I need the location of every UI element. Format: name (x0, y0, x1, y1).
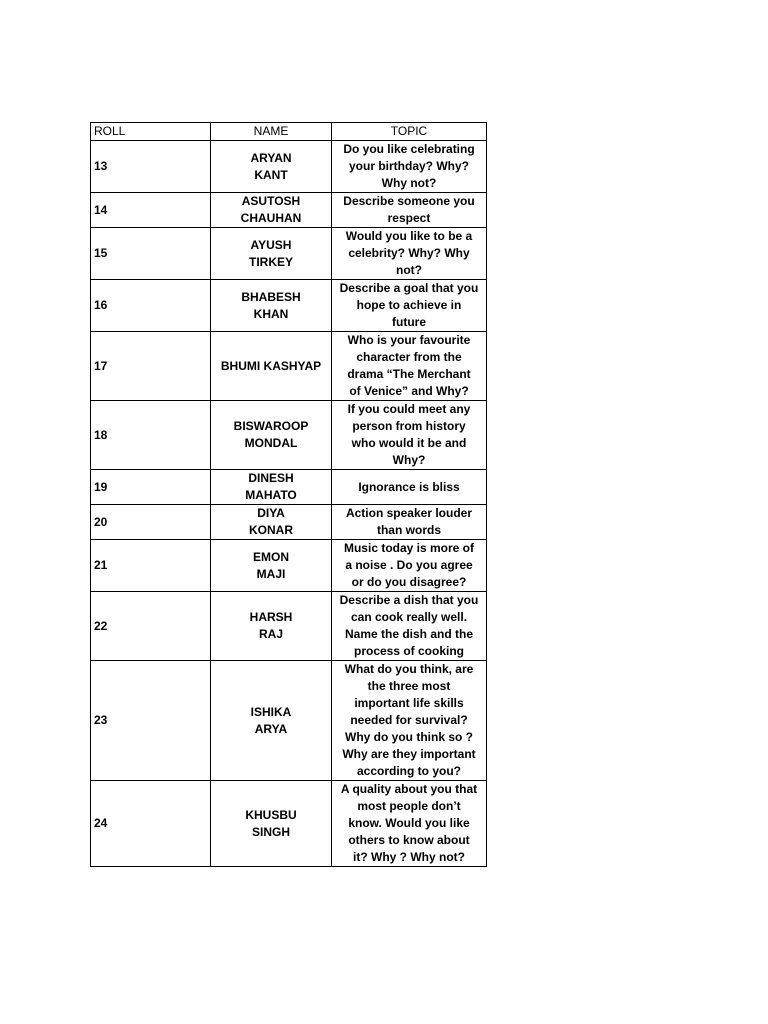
table-header-row (91, 123, 487, 141)
name-cell: BHABESH KHAN (211, 280, 332, 332)
table-row (91, 781, 487, 867)
name-cell: KHUSBU SINGH (211, 781, 332, 867)
roll-cell: 14 (91, 193, 211, 228)
topic-cell: Music today is more of a noise . Do you agree or do you disagree? (332, 540, 487, 592)
table-row (91, 332, 487, 401)
name-cell: DINESH MAHATO (211, 470, 332, 505)
table-body (91, 141, 487, 867)
table-row (91, 401, 487, 470)
topic-cell: Describe a dish that you can cook really well. Name the dish and the process of cooking (332, 592, 487, 661)
header-name: NAME (211, 123, 332, 141)
table-row (91, 505, 487, 540)
name-cell: BISWAROOP MONDAL (211, 401, 332, 470)
topic-cell: Would you like to be a celebrity? Why? Why not? (332, 228, 487, 280)
name-cell: ISHIKA ARYA (211, 661, 332, 781)
header-roll: ROLL (91, 123, 211, 141)
name-cell: AYUSH TIRKEY (211, 228, 332, 280)
table-row (91, 141, 487, 193)
roll-cell: 18 (91, 401, 211, 470)
table-row (91, 193, 487, 228)
roll-cell: 22 (91, 592, 211, 661)
table-row (91, 592, 487, 661)
name-cell: ARYAN KANT (211, 141, 332, 193)
name-cell: DIYA KONAR (211, 505, 332, 540)
topic-cell: Action speaker louder than words (332, 505, 487, 540)
roll-cell: 24 (91, 781, 211, 867)
roll-cell: 15 (91, 228, 211, 280)
table-row (91, 280, 487, 332)
roll-cell: 17 (91, 332, 211, 401)
topic-cell: What do you think, are the three most important life skills needed for survival? Why do you think so ? Why are they important according to you? (332, 661, 487, 781)
name-cell: HARSH RAJ (211, 592, 332, 661)
table-row (91, 661, 487, 781)
topic-cell: Do you like celebrating your birthday? Why? Why not? (332, 141, 487, 193)
roll-cell: 23 (91, 661, 211, 781)
topic-cell: Who is your favourite character from the drama “The Merchant of Venice” and Why? (332, 332, 487, 401)
roll-topic-table (90, 122, 487, 867)
topic-cell: If you could meet any person from history who would it be and Why? (332, 401, 487, 470)
name-cell: EMON MAJI (211, 540, 332, 592)
topic-cell: Ignorance is bliss (332, 470, 487, 505)
table-row (91, 470, 487, 505)
roll-cell: 13 (91, 141, 211, 193)
topic-cell: Describe someone you respect (332, 193, 487, 228)
table-row (91, 540, 487, 592)
topic-cell: Describe a goal that you hope to achieve in future (332, 280, 487, 332)
header-topic: TOPIC (332, 123, 487, 141)
topic-cell: A quality about you that most people don’t know. Would you like others to know about it? Why ? Why not? (332, 781, 487, 867)
name-cell: BHUMI KASHYAP (211, 332, 332, 401)
roll-cell: 19 (91, 470, 211, 505)
roll-cell: 16 (91, 280, 211, 332)
table-row (91, 228, 487, 280)
roll-cell: 21 (91, 540, 211, 592)
name-cell: ASUTOSH CHAUHAN (211, 193, 332, 228)
roll-cell: 20 (91, 505, 211, 540)
